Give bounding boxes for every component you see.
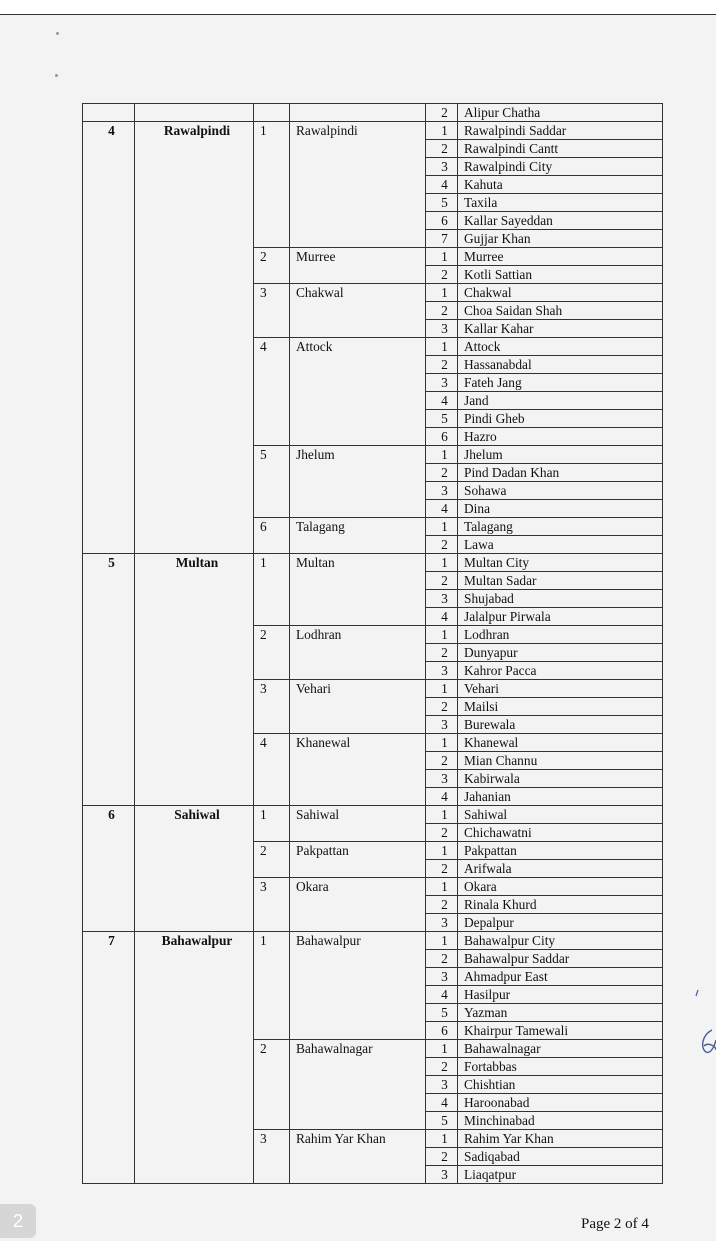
page-number-badge[interactable]: 2	[0, 1204, 36, 1238]
district-name: Bahawalpur	[290, 932, 426, 1040]
tehsil-name: Chishtian	[458, 1076, 663, 1094]
tehsil-number: 6	[426, 428, 458, 446]
district-number: 3	[254, 878, 290, 932]
scan-speck	[55, 74, 58, 77]
tehsil-number: 2	[426, 896, 458, 914]
tehsil-name: Khairpur Tamewali	[458, 1022, 663, 1040]
tehsil-name: Burewala	[458, 716, 663, 734]
district-number: 1	[254, 932, 290, 1040]
tehsil-name: Kahuta	[458, 176, 663, 194]
tehsil-number: 3	[426, 482, 458, 500]
district-name: Khanewal	[290, 734, 426, 806]
tehsil-name: Dina	[458, 500, 663, 518]
tehsil-name: Pind Dadan Khan	[458, 464, 663, 482]
division-number	[83, 104, 135, 122]
tehsil-name: Multan Sadar	[458, 572, 663, 590]
tehsil-number: 4	[426, 1094, 458, 1112]
district-name: Okara	[290, 878, 426, 932]
table-row	[83, 932, 663, 950]
tehsil-number: 2	[426, 644, 458, 662]
tehsil-name: Bahawalpur Saddar	[458, 950, 663, 968]
district-number: 1	[254, 122, 290, 248]
division-name: Multan	[135, 554, 254, 806]
district-name: Attock	[290, 338, 426, 446]
tehsil-name: Rawalpindi Saddar	[458, 122, 663, 140]
tehsil-name: Pindi Gheb	[458, 410, 663, 428]
tehsil-number: 2	[426, 752, 458, 770]
tehsil-number: 5	[426, 1004, 458, 1022]
table-row	[83, 104, 663, 122]
district-number: 2	[254, 248, 290, 284]
tehsil-name: Depalpur	[458, 914, 663, 932]
tehsil-name: Mailsi	[458, 698, 663, 716]
district-name: Bahawalnagar	[290, 1040, 426, 1130]
tehsil-name: Jand	[458, 392, 663, 410]
tehsil-name: Shujabad	[458, 590, 663, 608]
tehsil-number: 7	[426, 230, 458, 248]
district-number: 2	[254, 626, 290, 680]
tehsil-number: 5	[426, 194, 458, 212]
tehsil-number: 2	[426, 302, 458, 320]
tehsil-number: 1	[426, 518, 458, 536]
tehsil-number: 3	[426, 770, 458, 788]
tehsil-name: Ahmadpur East	[458, 968, 663, 986]
tehsil-number: 3	[426, 320, 458, 338]
tehsil-name: Taxila	[458, 194, 663, 212]
tehsil-name: Chichawatni	[458, 824, 663, 842]
table-row	[83, 122, 663, 140]
district-number: 4	[254, 338, 290, 446]
tehsil-number: 1	[426, 680, 458, 698]
tehsil-number: 3	[426, 662, 458, 680]
tehsil-number: 2	[426, 698, 458, 716]
tehsil-name: Okara	[458, 878, 663, 896]
district-number: 2	[254, 842, 290, 878]
tehsil-name: Lodhran	[458, 626, 663, 644]
tehsil-name: Pakpattan	[458, 842, 663, 860]
signature-mark	[692, 990, 716, 1070]
tehsil-name: Khanewal	[458, 734, 663, 752]
tehsil-name: Arifwala	[458, 860, 663, 878]
tehsil-number: 3	[426, 1076, 458, 1094]
tehsil-number: 1	[426, 284, 458, 302]
tehsil-number: 2	[426, 950, 458, 968]
tehsil-number: 2	[426, 1148, 458, 1166]
page-footer: Page 2 of 4	[581, 1216, 649, 1232]
tehsil-number: 1	[426, 554, 458, 572]
tehsil-number: 4	[426, 788, 458, 806]
tehsil-number: 2	[426, 266, 458, 284]
tehsil-number: 2	[426, 860, 458, 878]
division-name: Bahawalpur	[135, 932, 254, 1184]
tehsil-number: 1	[426, 734, 458, 752]
tehsil-name: Kotli Sattian	[458, 266, 663, 284]
district-name	[290, 104, 426, 122]
tehsil-number: 4	[426, 392, 458, 410]
tehsil-number: 2	[426, 824, 458, 842]
tehsil-name: Lawa	[458, 536, 663, 554]
tehsil-name: Choa Saidan Shah	[458, 302, 663, 320]
tehsil-number: 1	[426, 1040, 458, 1058]
tehsil-number: 1	[426, 626, 458, 644]
tehsil-name: Sahiwal	[458, 806, 663, 824]
tehsil-name: Multan City	[458, 554, 663, 572]
tehsil-number: 1	[426, 842, 458, 860]
district-number: 3	[254, 680, 290, 734]
district-number	[254, 104, 290, 122]
tehsil-name: Sadiqabad	[458, 1148, 663, 1166]
tehsil-number: 5	[426, 1112, 458, 1130]
table-row	[83, 806, 663, 824]
tehsil-name: Vehari	[458, 680, 663, 698]
tehsil-number: 4	[426, 608, 458, 626]
tehsil-number: 2	[426, 356, 458, 374]
district-name: Rawalpindi	[290, 122, 426, 248]
district-number: 3	[254, 1130, 290, 1184]
tehsil-number: 1	[426, 446, 458, 464]
district-number: 1	[254, 554, 290, 626]
tehsil-number: 1	[426, 878, 458, 896]
tehsil-number: 1	[426, 338, 458, 356]
division-name: Rawalpindi	[135, 122, 254, 554]
district-name: Rahim Yar Khan	[290, 1130, 426, 1184]
division-number: 7	[83, 932, 135, 1184]
district-number: 4	[254, 734, 290, 806]
tehsil-name: Kahror Pacca	[458, 662, 663, 680]
tehsil-name: Liaqatpur	[458, 1166, 663, 1184]
tehsil-name: Chakwal	[458, 284, 663, 302]
tehsil-number: 2	[426, 140, 458, 158]
division-name	[135, 104, 254, 122]
tehsil-number: 2	[426, 1058, 458, 1076]
tehsil-number: 1	[426, 248, 458, 266]
tehsil-number: 4	[426, 176, 458, 194]
district-name: Chakwal	[290, 284, 426, 338]
tehsil-number: 3	[426, 1166, 458, 1184]
divisions-table	[82, 103, 663, 1184]
tehsil-name: Jahanian	[458, 788, 663, 806]
tehsil-name: Rawalpindi City	[458, 158, 663, 176]
tehsil-name: Fateh Jang	[458, 374, 663, 392]
tehsil-name: Dunyapur	[458, 644, 663, 662]
tehsil-name: Rahim Yar Khan	[458, 1130, 663, 1148]
tehsil-name: Alipur Chatha	[458, 104, 663, 122]
tehsil-number: 3	[426, 914, 458, 932]
division-number: 4	[83, 122, 135, 554]
tehsil-name: Gujjar Khan	[458, 230, 663, 248]
division-number: 6	[83, 806, 135, 932]
tehsil-number: 3	[426, 590, 458, 608]
tehsil-number: 4	[426, 986, 458, 1004]
tehsil-name: Bahawalpur City	[458, 932, 663, 950]
tehsil-name: Talagang	[458, 518, 663, 536]
tehsil-name: Kallar Sayeddan	[458, 212, 663, 230]
district-number: 3	[254, 284, 290, 338]
district-number: 6	[254, 518, 290, 554]
district-name: Vehari	[290, 680, 426, 734]
district-name: Jhelum	[290, 446, 426, 518]
tehsil-number: 2	[426, 572, 458, 590]
district-number: 1	[254, 806, 290, 842]
tehsil-name: Yazman	[458, 1004, 663, 1022]
tehsil-name: Haroonabad	[458, 1094, 663, 1112]
tehsil-name: Kallar Kahar	[458, 320, 663, 338]
tehsil-name: Hasilpur	[458, 986, 663, 1004]
tehsil-name: Murree	[458, 248, 663, 266]
district-number: 5	[254, 446, 290, 518]
tehsil-number: 3	[426, 968, 458, 986]
tehsil-number: 2	[426, 104, 458, 122]
tehsil-number: 1	[426, 122, 458, 140]
tehsil-name: Hazro	[458, 428, 663, 446]
tehsil-name: Attock	[458, 338, 663, 356]
tehsil-number: 2	[426, 464, 458, 482]
tehsil-name: Bahawalnagar	[458, 1040, 663, 1058]
tehsil-name: Kabirwala	[458, 770, 663, 788]
scan-speck	[56, 32, 59, 35]
division-name: Sahiwal	[135, 806, 254, 932]
tehsil-number: 6	[426, 1022, 458, 1040]
tehsil-number: 1	[426, 1130, 458, 1148]
tehsil-number: 6	[426, 212, 458, 230]
tehsil-number: 3	[426, 716, 458, 734]
district-name: Sahiwal	[290, 806, 426, 842]
district-number: 2	[254, 1040, 290, 1130]
district-name: Murree	[290, 248, 426, 284]
viewer-top-bar	[0, 0, 716, 15]
district-name: Multan	[290, 554, 426, 626]
division-number: 5	[83, 554, 135, 806]
tehsil-number: 1	[426, 806, 458, 824]
district-name: Talagang	[290, 518, 426, 554]
tehsil-name: Fortabbas	[458, 1058, 663, 1076]
tehsil-name: Mian Channu	[458, 752, 663, 770]
tehsil-number: 3	[426, 158, 458, 176]
district-name: Pakpattan	[290, 842, 426, 878]
tehsil-number: 1	[426, 932, 458, 950]
tehsil-name: Hassanabdal	[458, 356, 663, 374]
district-name: Lodhran	[290, 626, 426, 680]
tehsil-name: Jhelum	[458, 446, 663, 464]
tehsil-name: Rawalpindi Cantt	[458, 140, 663, 158]
tehsil-number: 2	[426, 536, 458, 554]
tehsil-name: Minchinabad	[458, 1112, 663, 1130]
tehsil-name: Sohawa	[458, 482, 663, 500]
tehsil-number: 3	[426, 374, 458, 392]
table-row	[83, 554, 663, 572]
tehsil-number: 4	[426, 500, 458, 518]
tehsil-number: 5	[426, 410, 458, 428]
tehsil-name: Rinala Khurd	[458, 896, 663, 914]
tehsil-name: Jalalpur Pirwala	[458, 608, 663, 626]
